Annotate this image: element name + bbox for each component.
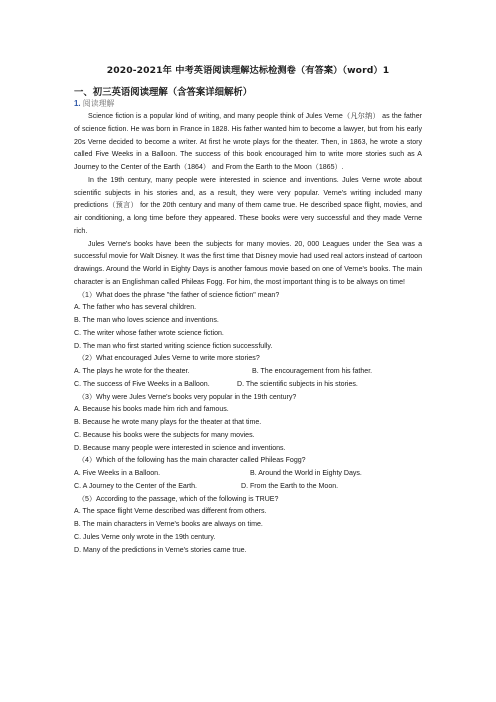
- question-2-option-b: B. The encouragement from his father.: [252, 368, 373, 375]
- question-5-option-b: B. The main characters in Verne's books are always on time.: [74, 521, 263, 528]
- section-heading: 一、初三英语阅读理解（含答案详细解析）: [74, 87, 253, 98]
- question-5-option-c: C. Jules Verne only wrote in the 19th century.: [74, 533, 216, 541]
- question-1-option-c: C. The writer whose father wrote science fiction.: [74, 329, 224, 337]
- page-title: 2020-2021年 中考英语阅读理解达标检测卷（有答案）（word）1: [106, 65, 390, 76]
- question-3-option-b: B. Because he wrote many plays for the theater at that time.: [74, 419, 262, 426]
- question-number: 1.: [74, 98, 81, 108]
- question-4-option-c: C. A Journey to the Center of the Earth.: [74, 482, 198, 490]
- question-1-option-b: B. The man who loves science and inventions.: [74, 317, 219, 324]
- question-5-stem: （5）According to the passage, which of the following is TRUE?: [78, 495, 279, 503]
- question-4-options-row-1: [74, 468, 422, 481]
- question-4-option-b: B. Around the World in Eighty Days.: [250, 470, 362, 477]
- question-3-option-a: A. Because his books made him rich and famous.: [74, 406, 229, 414]
- question-1-option-d: D. The man who first started writing science fiction successfully.: [74, 342, 273, 350]
- question-2-options-row-2: [74, 379, 422, 392]
- question-label: 阅读理解: [82, 98, 115, 108]
- question-2-stem: （2）What encouraged Jules Verne to write more stories?: [78, 355, 260, 363]
- passage-paragraph-1: Science fiction is a popular kind of writing, and many people think of Jules Verne（凡尔纳） as the father of science fiction. He was born in France in 1828. His father wanted him to become a lawyer, but from his early 20s Verne decided to become a writer. At first he wrote plays for the theater. Then, in 1863, he wrote a story called Five Weeks in a Balloon. The success of this book encouraged him to write more stories such as A Journey to the Center of the Earth（1864） and From the Earth to the Moon（1865）.: [74, 113, 422, 171]
- question-2-option-a: A. The plays he wrote for the theater.: [74, 368, 190, 375]
- passage-paragraph-2: In the 19th century, many people were interested in science and inventions. Jules Verne wrote about scientific subjects in his stories and, as a result, they were very popular. Verne's writing included many predictions（预言） for the 20th century and many of them came true. He described space flight, movies, and air conditioning, a long time before they appeared. These books were very successful and they made Verne rich.: [74, 176, 422, 235]
- question-3-option-c: C. Because his books were the subjects for many movies.: [74, 431, 255, 439]
- question-2-option-c: C. The success of Five Weeks in a Balloon.: [74, 380, 210, 388]
- question-1-option-a: A. The father who has several children.: [74, 304, 197, 312]
- passage-paragraph-3: Jules Verne's books have been the subjects for many movies. 20, 000 Leagues under the Sea was a successful movie for Walt Disney. It was the first time that Disney movie had used real actors instead of cartoon drawings. Around the World in Eighty Days is another famous movie based on one of Verne's books. The main character is an Englishman called Phileas Fogg. For him, the most important thing is to be always on time!: [74, 240, 422, 286]
- question-3-option-d: D. Because many people were interested in science and inventions.: [74, 444, 286, 452]
- question-3-stem: （3）Why were Jules Verne's books very popular in the 19th century?: [78, 393, 297, 401]
- question-5-option-d: D. Many of the predictions in Verne's stories came true.: [74, 546, 247, 554]
- question-2-option-d: D. The scientific subjects in his stories.: [237, 380, 358, 388]
- question-4-options-row-2: [74, 481, 422, 494]
- question-4-stem: （4）Which of the following has the main character called Phileas Fogg?: [78, 457, 306, 465]
- question-4-option-d: D. From the Earth to the Moon.: [241, 482, 339, 490]
- question-heading: [74, 98, 114, 109]
- question-1-stem: （1）What does the phrase "the father of science fiction" mean?: [78, 291, 280, 299]
- question-2-options-row-1: [74, 366, 422, 379]
- passage-body: [74, 111, 422, 557]
- question-4-option-a: A. Five Weeks in a Balloon.: [74, 470, 161, 477]
- question-5-option-a: A. The space flight Verne described was different from others.: [74, 508, 267, 516]
